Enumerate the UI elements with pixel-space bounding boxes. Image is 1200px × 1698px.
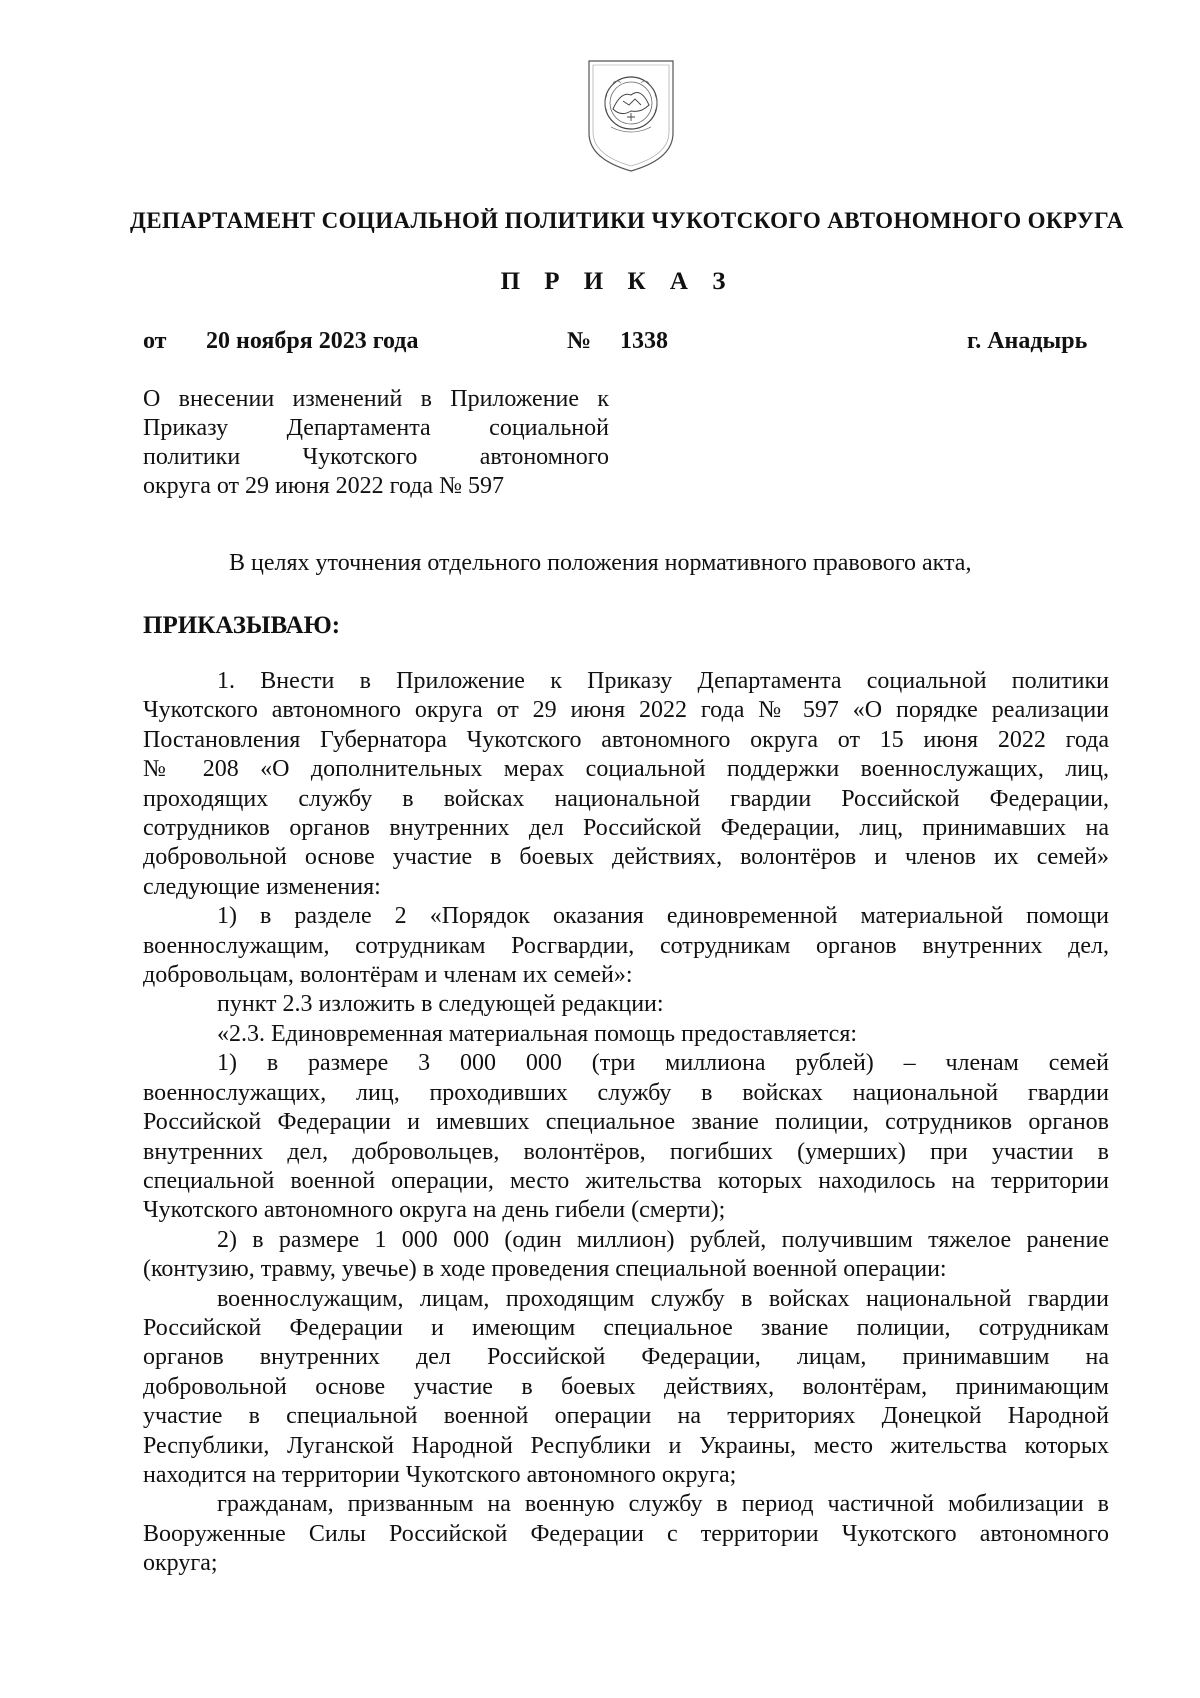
body-line: Постановления Губернатора Чукотского автономного округа от 15 июня 2022 года	[143, 726, 1109, 753]
body-line: находится на территории Чукотского автономного округа;	[143, 1461, 737, 1488]
subject-line: политики Чукотского автономного	[143, 444, 609, 470]
body-line: специальной военной операции, место жительства которых находилось на территории	[143, 1167, 1109, 1194]
document-type-title: П Р И К А З	[500, 268, 735, 295]
department-name: ДЕПАРТАМЕНТ СОЦИАЛЬНОЙ ПОЛИТИКИ ЧУКОТСКОГО АВТОНОМНОГО ОКРУГА	[130, 208, 1124, 233]
body-line: Чукотского автономного округа на день гибели (смерти);	[143, 1197, 726, 1224]
body-line: добровольной основе участие в боевых действиях, волонтёров и членов их семей»	[143, 844, 1109, 871]
subject-line: округа от 29 июня 2022 года № 597	[143, 473, 504, 499]
number-sign: №	[567, 328, 592, 354]
date-prefix: от	[143, 328, 167, 354]
body-line: следующие изменения:	[143, 873, 381, 900]
order-place: г. Анадырь	[967, 328, 1088, 354]
order-date: 20 ноября 2023 года	[206, 328, 419, 354]
body-line: 1) в разделе 2 «Порядок оказания единовременной материальной помощи	[217, 903, 1109, 930]
body-line: 1) в размере 3 000 000 (три миллиона рублей) – членам семей	[217, 1050, 1109, 1077]
body-line: 1. Внести в Приложение к Приказу Департамента социальной политики	[217, 668, 1109, 694]
body-line: военнослужащим, сотрудникам Росгвардии, сотрудникам органов внутренних дел,	[143, 932, 1109, 959]
preamble-text: В целях уточнения отдельного положения нормативного правового акта,	[229, 550, 972, 576]
order-subject	[143, 385, 609, 501]
order-body	[143, 667, 1109, 1579]
body-line: проходящих службу в войсках национальной гвардии Российской Федерации,	[143, 785, 1109, 812]
body-line: Вооруженные Силы Российской Федерации с территории Чукотского автономного	[143, 1520, 1109, 1547]
body-line: сотрудников органов внутренних дел Российской Федерации, лиц, принимавших на	[143, 815, 1109, 842]
body-line: органов внутренних дел Российской Федерации, лицам, принимавшим на	[143, 1344, 1109, 1371]
body-line: добровольцам, волонтёрам и членам их семей»:	[143, 962, 633, 989]
body-line: военнослужащих, лиц, проходивших службу в войсках национальной гвардии	[143, 1079, 1109, 1106]
body-line: внутренних дел, добровольцев, волонтёров, погибших (умерших) при участии в	[143, 1138, 1109, 1165]
coat-of-arms-emblem	[583, 55, 679, 175]
body-line: Чукотского автономного округа от 29 июня 2022 года № 597 «О порядке реализации	[143, 697, 1109, 724]
body-line: добровольной основе участие в боевых действиях, волонтёрам, принимающим	[143, 1373, 1109, 1400]
body-line: пункт 2.3 изложить в следующей редакции:	[217, 991, 664, 1018]
body-line: № 208 «О дополнительных мерах социальной поддержки военнослужащих, лиц,	[143, 756, 1109, 783]
body-line: военнослужащим, лицам, проходящим службу в войсках национальной гвардии	[217, 1285, 1109, 1312]
subject-line: Приказу Департамента социальной	[143, 415, 609, 441]
body-line: Российской Федерации и имевших специальное звание полиции, сотрудников органов	[143, 1109, 1109, 1136]
body-line: округа;	[143, 1550, 218, 1577]
body-line: Республики, Луганской Народной Республики и Украины, место жительства которых	[143, 1432, 1109, 1459]
body-line: «2.3. Единовременная материальная помощь предоставляется:	[217, 1020, 858, 1047]
body-line: (контузию, травму, увечье) в ходе проведения специальной военной операции:	[143, 1256, 947, 1283]
subject-line: О внесении изменений в Приложение к	[143, 386, 609, 412]
body-line: участие в специальной военной операции на территориях Донецкой Народной	[143, 1403, 1109, 1430]
order-number: 1338	[620, 328, 668, 354]
body-line: гражданам, призванным на военную службу в период частичной мобилизации в	[217, 1491, 1109, 1518]
orders-heading: ПРИКАЗЫВАЮ:	[143, 612, 341, 639]
body-line: 2) в размере 1 000 000 (один миллион) рублей, получившим тяжелое ранение	[217, 1226, 1109, 1253]
body-line: Российской Федерации и имеющим специальное звание полиции, сотрудникам	[143, 1314, 1109, 1341]
